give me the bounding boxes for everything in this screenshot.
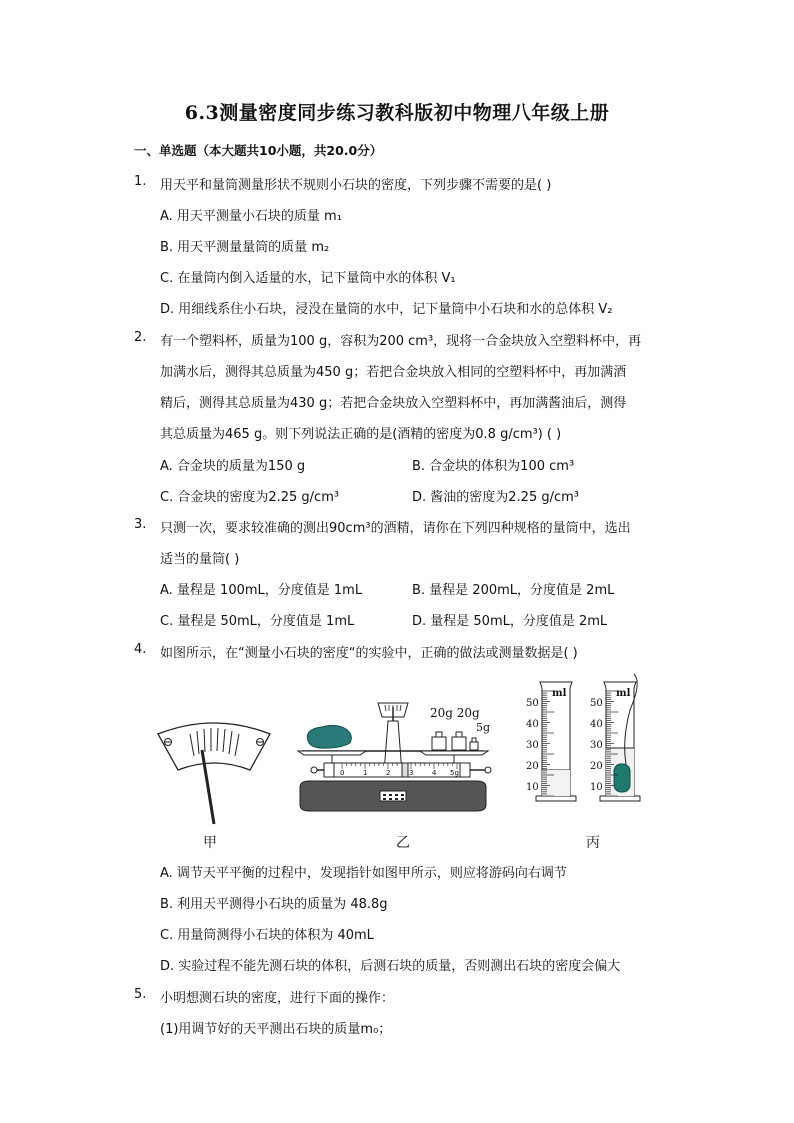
cylinder-1-tick-20: 20 [526, 761, 539, 772]
cylinder-1-tick-10: 10 [526, 782, 539, 793]
figure-label-bing: 丙 [586, 835, 600, 851]
question-4-option-c: C. 用量筒测得小石块的体积为 40mL [160, 928, 374, 943]
question-3-number: 3. [134, 517, 147, 532]
question-1-option-c: C. 在量筒内倒入适量的水，记下量筒中水的体积 V₁ [160, 271, 456, 286]
ruler-label-4: 4 [432, 769, 437, 777]
ruler-label-3: 3 [409, 769, 414, 777]
cylinders-figure [526, 670, 650, 820]
question-2-line-1: 有一个塑料杯，质量为100 g，容积为200 cm³，现将一合金块放入空塑料杯中，再 [160, 334, 642, 349]
ruler-label-0: 0 [340, 769, 345, 777]
question-1-number: 1. [134, 174, 147, 189]
cylinder-2-tick-20: 20 [590, 761, 603, 772]
question-4-option-d: D. 实验过程不能先测石块的体积，后测石块的质量，否则测出石块的密度会偏大 [160, 959, 621, 974]
question-5-number: 5. [134, 987, 147, 1002]
ruler-label-5: 5g [450, 769, 459, 777]
question-2-line-3: 精后，测得其总质量为430 g；若把合金块放入空塑料杯中，再加满酱油后，测得 [160, 396, 627, 411]
cylinder-1-tick-30: 30 [526, 740, 539, 751]
page-title: 6.3测量密度同步练习教科版初中物理八年级上册 [184, 102, 610, 124]
question-1-option-a: A. 用天平测量小石块的质量 m₁ [160, 209, 342, 224]
question-2-option-a: A. 合金块的质量为150 g [160, 459, 306, 474]
question-3-option-c: C. 量程是 50mL，分度值是 1mL [160, 614, 355, 629]
cylinder-2-unit: ml [616, 688, 631, 699]
figure-label-jia: 甲 [203, 835, 217, 851]
question-2-number: 2. [134, 330, 147, 345]
cylinder-2-tick-50: 50 [590, 698, 603, 709]
question-2-option-c: C. 合金块的密度为2.25 g/cm³ [160, 490, 340, 505]
question-3-line-1: 只测一次，要求较准确的测出90cm³的酒精，请你在下列四种规格的量筒中，选出 [160, 521, 631, 536]
balance-figure [290, 693, 500, 817]
cylinder-1-unit: ml [552, 688, 567, 699]
weight-5g-label: 5g [476, 721, 491, 734]
pointer-scale-figure [150, 716, 280, 828]
question-2-option-b: B. 合金块的体积为100 cm³ [412, 459, 575, 474]
question-4-number: 4. [134, 642, 147, 657]
question-1-option-d: D. 用细线系住小石块，浸没在量筒的水中，记下量筒中小石块和水的总体积 V₂ [160, 302, 613, 317]
cylinder-2-tick-10: 10 [590, 782, 603, 793]
question-4-stem: 如图所示，在“测量小石块的密度“的实验中，正确的做法或测量数据是( ) [160, 646, 578, 661]
question-5-step-1: (1)用调节好的天平测出石块的质量m₀； [160, 1022, 392, 1037]
section-heading: 一、单选题（本大题共10小题，共20.0分） [134, 143, 383, 158]
question-2-option-d: D. 酱油的密度为2.25 g/cm³ [412, 490, 580, 505]
question-1-stem: 用天平和量筒测量形状不规则小石块的密度，下列步骤不需要的是( ) [160, 178, 552, 193]
question-3-option-d: D. 量程是 50mL，分度值是 2mL [412, 614, 608, 629]
ruler-label-2: 2 [386, 769, 391, 777]
question-1-option-b: B. 用天平测量量筒的质量 m₂ [160, 240, 330, 255]
cylinder-2-tick-30: 30 [590, 740, 603, 751]
question-3-option-b: B. 量程是 200mL，分度值是 2mL [412, 583, 615, 598]
question-4-option-b: B. 利用天平测得小石块的质量为 48.8g [160, 897, 388, 912]
figure-label-yi: 乙 [396, 835, 410, 851]
question-2-line-4: 其总质量为465 g。则下列说法正确的是(酒精的密度为0.8 g/cm³) ( ) [160, 427, 562, 442]
question-2-line-2: 加满水后，测得其总质量为450 g；若把合金块放入相同的空塑料杯中，再加满酒 [160, 365, 627, 380]
ruler-label-1: 1 [363, 769, 368, 777]
question-5-stem: 小明想测石块的密度，进行下面的操作： [160, 991, 395, 1006]
cylinder-2-tick-40: 40 [590, 719, 603, 730]
question-3-line-2: 适当的量筒( ) [160, 552, 240, 567]
cylinder-1-tick-40: 40 [526, 719, 539, 730]
cylinder-1-tick-50: 50 [526, 698, 539, 709]
question-3-option-a: A. 量程是 100mL，分度值是 1mL [160, 583, 363, 598]
weights-label: 20g 20g [430, 706, 480, 720]
question-4-option-a: A. 调节天平平衡的过程中，发现指针如图甲所示，则应将游码向右调节 [160, 866, 567, 881]
